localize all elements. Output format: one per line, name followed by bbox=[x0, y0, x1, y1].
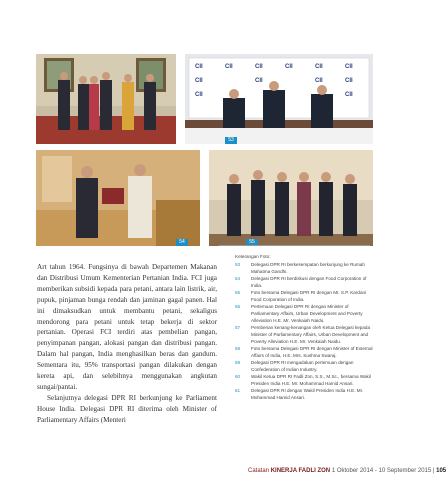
footer-catatan: Catatan bbox=[248, 468, 270, 474]
footer-separator: | bbox=[432, 468, 435, 474]
photo-gift-presentation bbox=[36, 150, 200, 246]
svg-text:CII: CII bbox=[255, 78, 263, 84]
page-number: 105 bbox=[436, 468, 446, 474]
svg-text:CII: CII bbox=[345, 92, 353, 98]
svg-text:CII: CII bbox=[195, 92, 203, 98]
caption-number: 58 bbox=[235, 346, 241, 351]
caption-item bbox=[235, 303, 375, 324]
body-paragraph: Art tahun 1964. Fungsinya di bawah Departemen Makanan dan Distribusi Umum Kementerian Pertanian India. FCI juga memberikan subsidi kepada para petani, antara lain listrik, air, pupuk, pinjaman bunga rendah dan jaminan gagal panen. Hal ini dimaksudkan untuk membantu petani, sekaligus mendorong para petani untuk tetap bekerja di sektor pertanian. Operasi FCI terdiri atas pembelian pangan, penyimpanan pangan, alokasi pangan dan distribusi pangan. Dalam hal pangan, India menghasilkan beras dan gandum. Sementara itu, 95% transportasi pangan dilakukan dengan kereta api, dan selebihnya menggunakan angkutan sungai/pantai. bbox=[37, 263, 217, 391]
body-text bbox=[37, 262, 217, 426]
caption-text: Delegasi DPR RI berkesempatan berkunjung ke Rumah Mahatma Gandhi. bbox=[251, 262, 365, 274]
caption-text: Delegasi DPR RI dengan Wakil Presiden India H.E. Mr. Mohammad Hamid Ansari. bbox=[251, 388, 364, 400]
caption-item bbox=[235, 289, 375, 303]
photo-number: 54 bbox=[176, 239, 188, 246]
caption-number: 57 bbox=[235, 325, 241, 330]
svg-text:CII: CII bbox=[195, 78, 203, 84]
svg-text:CII: CII bbox=[345, 78, 353, 84]
caption-divider bbox=[219, 245, 370, 246]
svg-text:CII: CII bbox=[345, 64, 353, 70]
caption-item bbox=[235, 345, 375, 359]
caption-text: Delegasi DPR RI mengadakan pertemuan dengan Confederation of Indian Industry. bbox=[251, 360, 354, 372]
caption-item bbox=[235, 324, 375, 345]
caption-text: Pemberian kenang-kenangan oleh Ketua Delegasi kepada Minister of Parliamentary Affairs, Urban Development and Poverty Alleviation H.E. Mr. Venkaiah Naidu. bbox=[251, 325, 371, 344]
caption-item bbox=[235, 387, 375, 401]
caption-text: Delegasi DPR RI berdiskusi dengan Food Corporation of India. bbox=[251, 276, 367, 288]
caption-item bbox=[235, 373, 375, 387]
caption-item bbox=[235, 359, 375, 373]
caption-text: Pertemuan Delegasi DPR RI dengan Minister of Parliamentary Affairs, Urban Development and Poverty Alleviation H.E. Mr. Venkaiah Naidu. bbox=[251, 304, 363, 323]
caption-number: 60 bbox=[235, 374, 241, 379]
photo-cii-meeting bbox=[185, 54, 373, 144]
photo-number: 53 bbox=[225, 137, 237, 144]
photo-captions bbox=[235, 253, 375, 401]
caption-number: 54 bbox=[235, 276, 241, 281]
caption-text: Wakil Ketua DPR RI Fadli Zon, S.S., M.Sc., bersama Wakil Presiden India H.E. Mr. Mohammad Hamid Ansari. bbox=[251, 374, 371, 386]
photo-group-standing bbox=[209, 150, 373, 246]
svg-text:CII: CII bbox=[285, 64, 293, 70]
page-footer bbox=[248, 468, 446, 474]
caption-number: 53 bbox=[235, 262, 241, 267]
caption-number: 59 bbox=[235, 360, 241, 365]
footer-title: KINERJA FADLI ZON bbox=[270, 468, 331, 474]
caption-number: 55 bbox=[235, 290, 241, 295]
caption-number: 61 bbox=[235, 388, 241, 393]
caption-text: Foto bersama Delegasi DPR RI dengan Mr. S.P. Kardani Food Corporation of India. bbox=[251, 290, 367, 302]
svg-text:CII: CII bbox=[195, 64, 203, 70]
captions-title: Keterangan Foto: bbox=[235, 254, 271, 259]
caption-item bbox=[235, 275, 375, 289]
caption-text: Foto bersama Delegasi DPR RI dengan Minister of External Affairs of India, H.E. Mrs. Sushma Swaraj. bbox=[251, 346, 373, 358]
body-paragraph: Selanjutnya delegasi DPR RI berkunjung ke Parliament House India. Delegasi DPR RI diterima oleh Minister of Parliamentary Affairs (Menteri bbox=[37, 393, 217, 424]
photo-gandhi-visit bbox=[36, 54, 176, 144]
caption-item bbox=[235, 261, 375, 275]
svg-text:CII: CII bbox=[315, 64, 323, 70]
photo-number: 55 bbox=[246, 239, 258, 246]
svg-text:CII: CII bbox=[225, 64, 233, 70]
svg-text:CII: CII bbox=[255, 64, 263, 70]
svg-text:CII: CII bbox=[315, 78, 323, 84]
footer-period: 1 Oktober 2014 - 10 September 2015 bbox=[331, 468, 432, 474]
caption-number: 56 bbox=[235, 304, 241, 309]
